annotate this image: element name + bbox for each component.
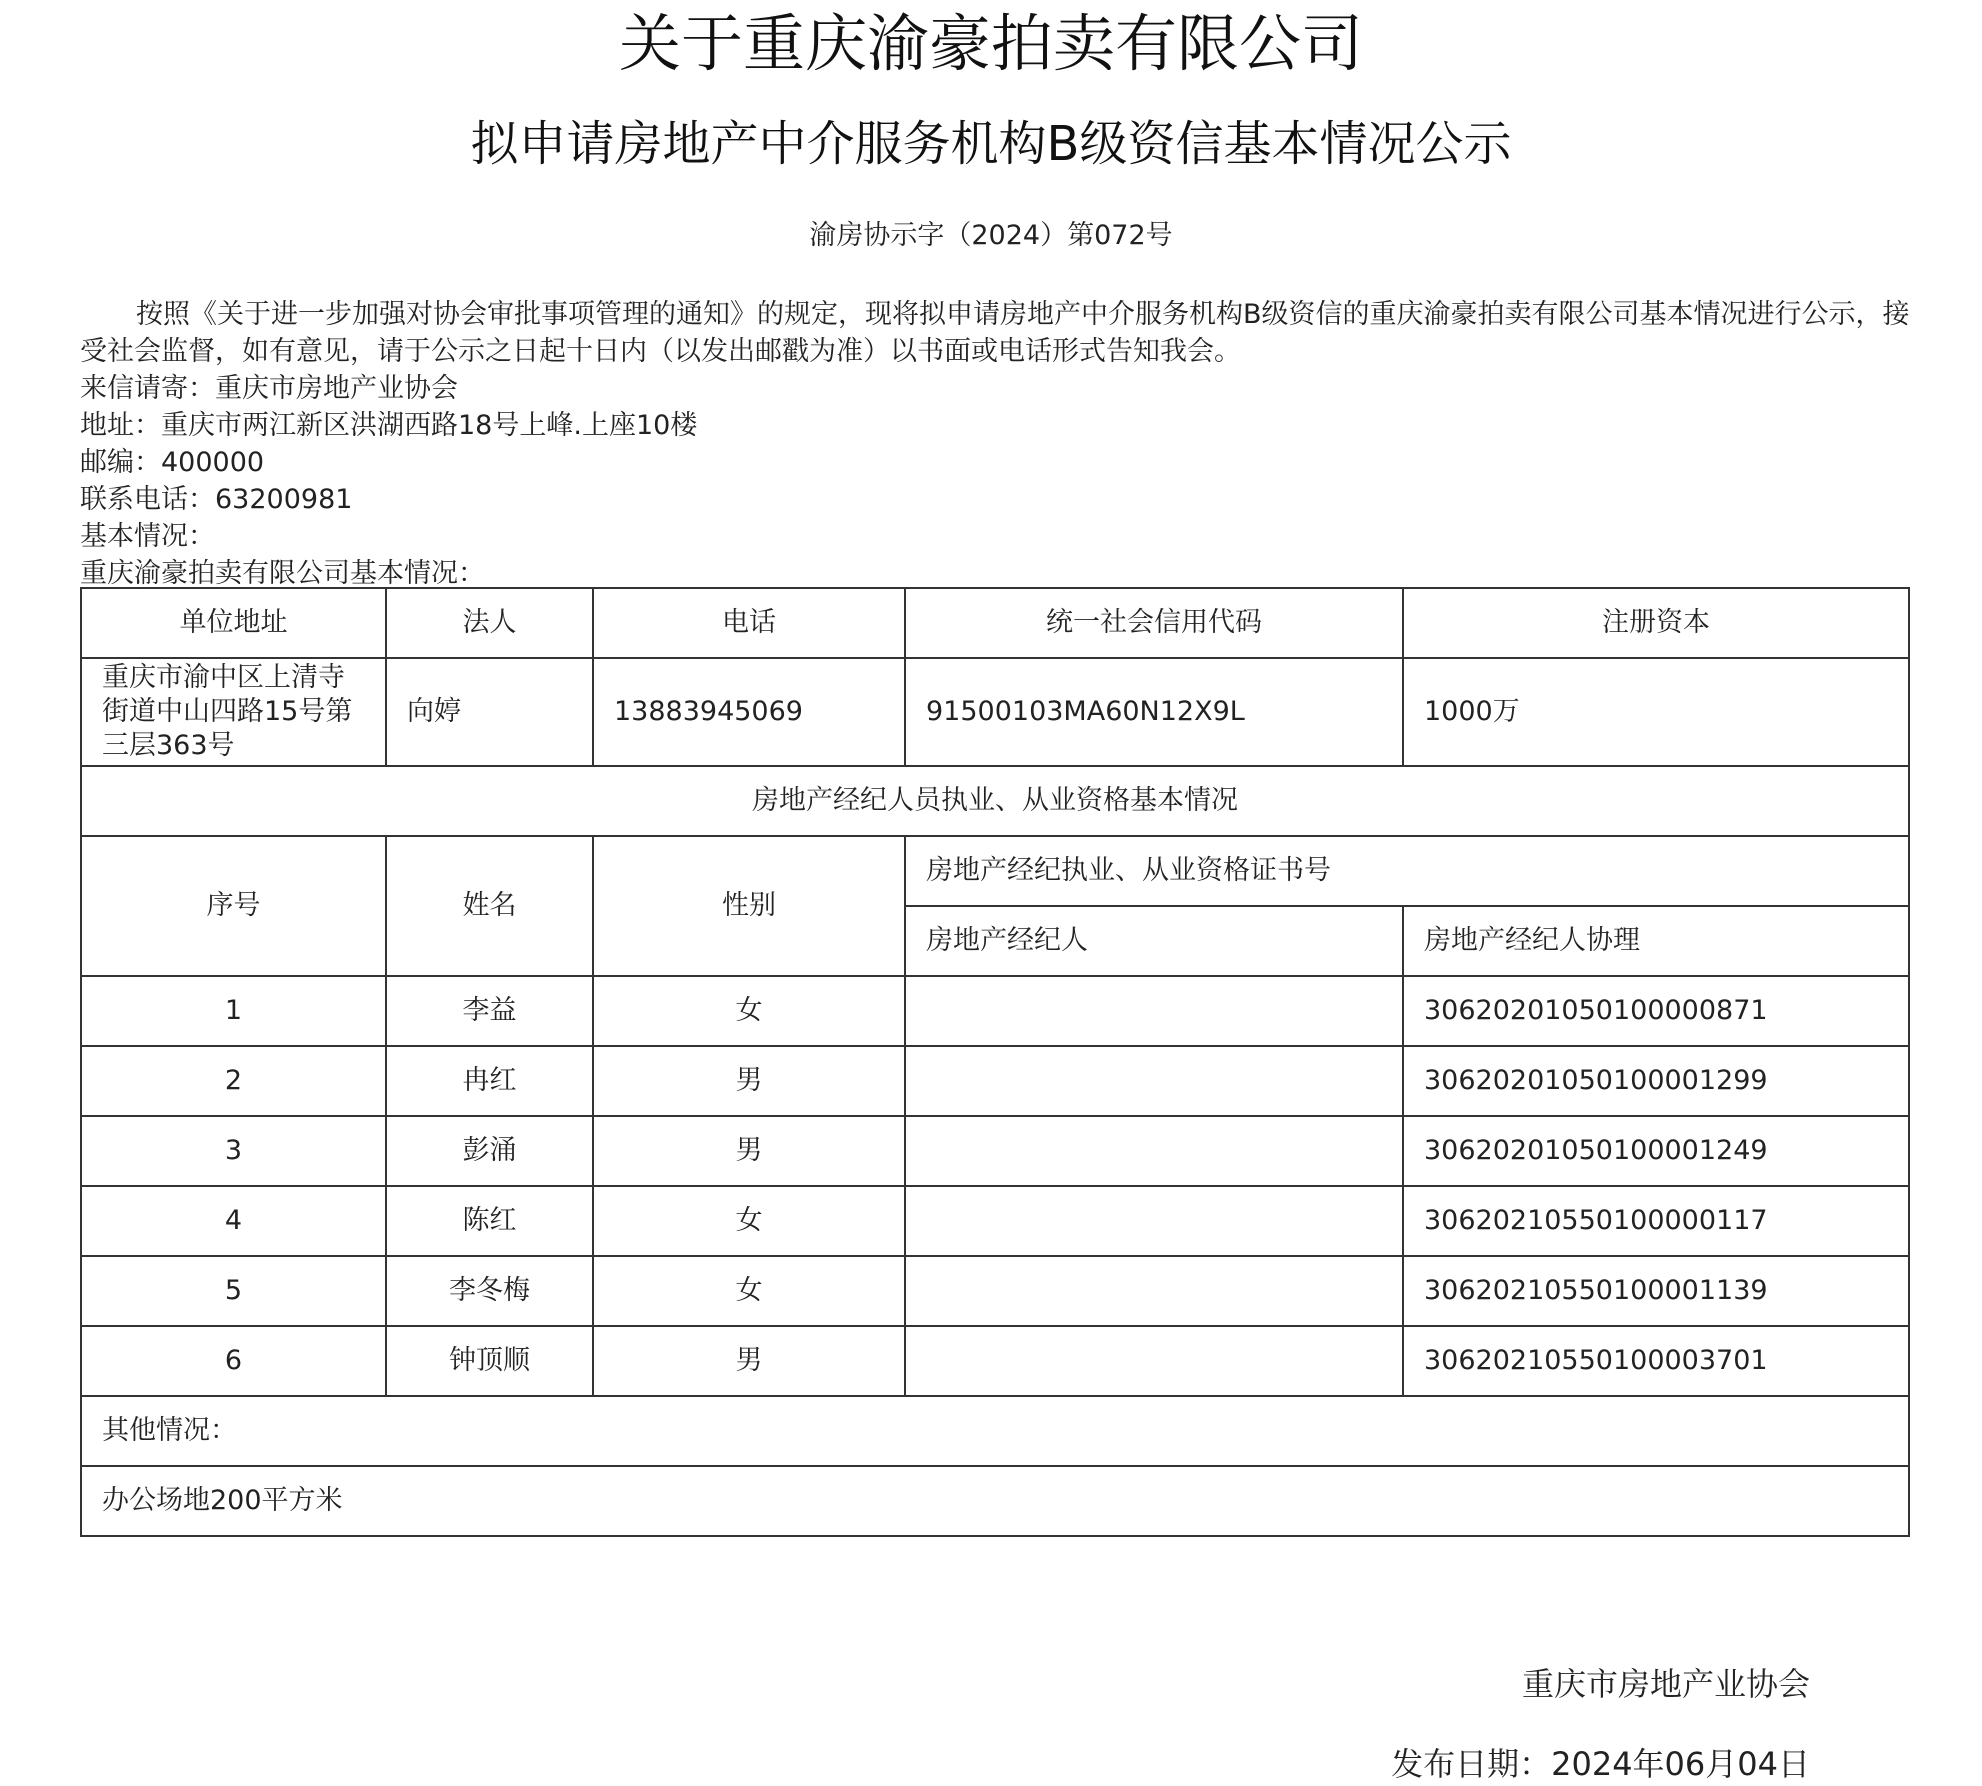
intro-paragraph: 按照《关于进一步加强对协会审批事项管理的通知》的规定，现将拟申请房地产中介服务机构B级资信的重庆渝豪拍卖有限公司基本情况进行公示，接受社会监督，如有意见，请于公示之日起十日内（以发出邮戳为准）以书面或电话形式告知我会。 xyxy=(80,299,1910,367)
page-subtitle: 拟申请房地产中介服务机构B级资信基本情况公示 xyxy=(470,116,1512,172)
header-legal-person: 法人 xyxy=(386,588,593,658)
other-value-row xyxy=(81,1466,1909,1536)
header-name: 姓名 xyxy=(386,836,593,976)
basic-info-label: 基本情况： xyxy=(80,521,215,552)
row-index: 3 xyxy=(81,1116,386,1186)
row-name: 彭涌 xyxy=(386,1116,593,1186)
row-index: 5 xyxy=(81,1256,386,1326)
row-agent-cert xyxy=(905,1116,1403,1186)
header-agent: 房地产经纪人 xyxy=(905,906,1403,976)
row-gender: 女 xyxy=(593,976,905,1046)
header-cert-group: 房地产经纪执业、从业资格证书号 xyxy=(905,836,1909,906)
address-value: 重庆市两江新区洪湖西路18号上峰.上座10楼 xyxy=(161,410,698,441)
agents-header-row-1 xyxy=(81,836,1909,906)
row-name: 陈红 xyxy=(386,1186,593,1256)
row-assistant-cert: 30620201050100000871 xyxy=(1403,976,1909,1046)
row-name: 李冬梅 xyxy=(386,1256,593,1326)
company-legal-person: 向婷 xyxy=(386,658,593,766)
mail-to-line xyxy=(80,370,458,407)
header-gender: 性别 xyxy=(593,836,905,976)
phone-value: 63200981 xyxy=(215,484,353,515)
row-index: 4 xyxy=(81,1186,386,1256)
other-label-row xyxy=(81,1396,1909,1466)
row-index: 1 xyxy=(81,976,386,1046)
other-label: 其他情况： xyxy=(81,1396,1909,1466)
table-row xyxy=(81,1326,1909,1396)
table-row xyxy=(81,1046,1909,1116)
publish-date: 发布日期：2024年06月04日 xyxy=(1391,1745,1810,1783)
row-gender: 女 xyxy=(593,1256,905,1326)
postcode-value: 400000 xyxy=(161,447,265,478)
other-value: 办公场地200平方米 xyxy=(81,1466,1909,1536)
header-assistant: 房地产经纪人协理 xyxy=(1403,906,1909,976)
postcode-label: 邮编： xyxy=(80,447,161,478)
row-agent-cert xyxy=(905,1326,1403,1396)
table-row xyxy=(81,1116,1909,1186)
mail-to-value: 重庆市房地产业协会 xyxy=(215,373,458,404)
row-name: 冉红 xyxy=(386,1046,593,1116)
table-row xyxy=(81,1256,1909,1326)
row-gender: 男 xyxy=(593,1046,905,1116)
company-address: 重庆市渝中区上清寺街道中山四路15号第三层363号 xyxy=(81,658,386,766)
header-index: 序号 xyxy=(81,836,386,976)
row-agent-cert xyxy=(905,976,1403,1046)
table-row xyxy=(81,1186,1909,1256)
address-label: 地址： xyxy=(80,410,161,441)
company-data-row xyxy=(81,658,1909,766)
company-header-row xyxy=(81,588,1909,658)
page-title: 关于重庆渝豪拍卖有限公司 xyxy=(618,7,1363,80)
row-assistant-cert: 30620210550100000117 xyxy=(1403,1186,1909,1256)
info-table xyxy=(80,587,1910,1537)
row-agent-cert xyxy=(905,1186,1403,1256)
phone-line xyxy=(80,481,352,518)
row-assistant-cert: 30620210550100001139 xyxy=(1403,1256,1909,1326)
row-index: 6 xyxy=(81,1326,386,1396)
header-registered-capital: 注册资本 xyxy=(1403,588,1909,658)
row-name: 钟顶顺 xyxy=(386,1326,593,1396)
agents-section-row xyxy=(81,766,1909,836)
company-info-label: 重庆渝豪拍卖有限公司基本情况： xyxy=(80,558,485,589)
row-agent-cert xyxy=(905,1046,1403,1116)
issuing-organization: 重庆市房地产业协会 xyxy=(1521,1665,1810,1703)
company-credit-code: 91500103MA60N12X9L xyxy=(905,658,1403,766)
row-assistant-cert: 30620201050100001299 xyxy=(1403,1046,1909,1116)
agents-section-title: 房地产经纪人员执业、从业资格基本情况 xyxy=(81,766,1909,836)
row-assistant-cert: 30620210550100003701 xyxy=(1403,1326,1909,1396)
company-phone: 13883945069 xyxy=(593,658,905,766)
mail-to-label: 来信请寄： xyxy=(80,373,215,404)
company-registered-capital: 1000万 xyxy=(1403,658,1909,766)
row-assistant-cert: 30620201050100001249 xyxy=(1403,1116,1909,1186)
table-row xyxy=(81,976,1909,1046)
row-gender: 男 xyxy=(593,1326,905,1396)
header-credit-code: 统一社会信用代码 xyxy=(905,588,1403,658)
postcode-line xyxy=(80,444,264,481)
row-gender: 男 xyxy=(593,1116,905,1186)
phone-label: 联系电话： xyxy=(80,484,215,515)
row-agent-cert xyxy=(905,1256,1403,1326)
row-index: 2 xyxy=(81,1046,386,1116)
row-name: 李益 xyxy=(386,976,593,1046)
row-gender: 女 xyxy=(593,1186,905,1256)
header-address: 单位地址 xyxy=(81,588,386,658)
header-phone: 电话 xyxy=(593,588,905,658)
document-number: 渝房协示字（2024）第072号 xyxy=(809,220,1173,251)
address-line xyxy=(80,407,697,444)
